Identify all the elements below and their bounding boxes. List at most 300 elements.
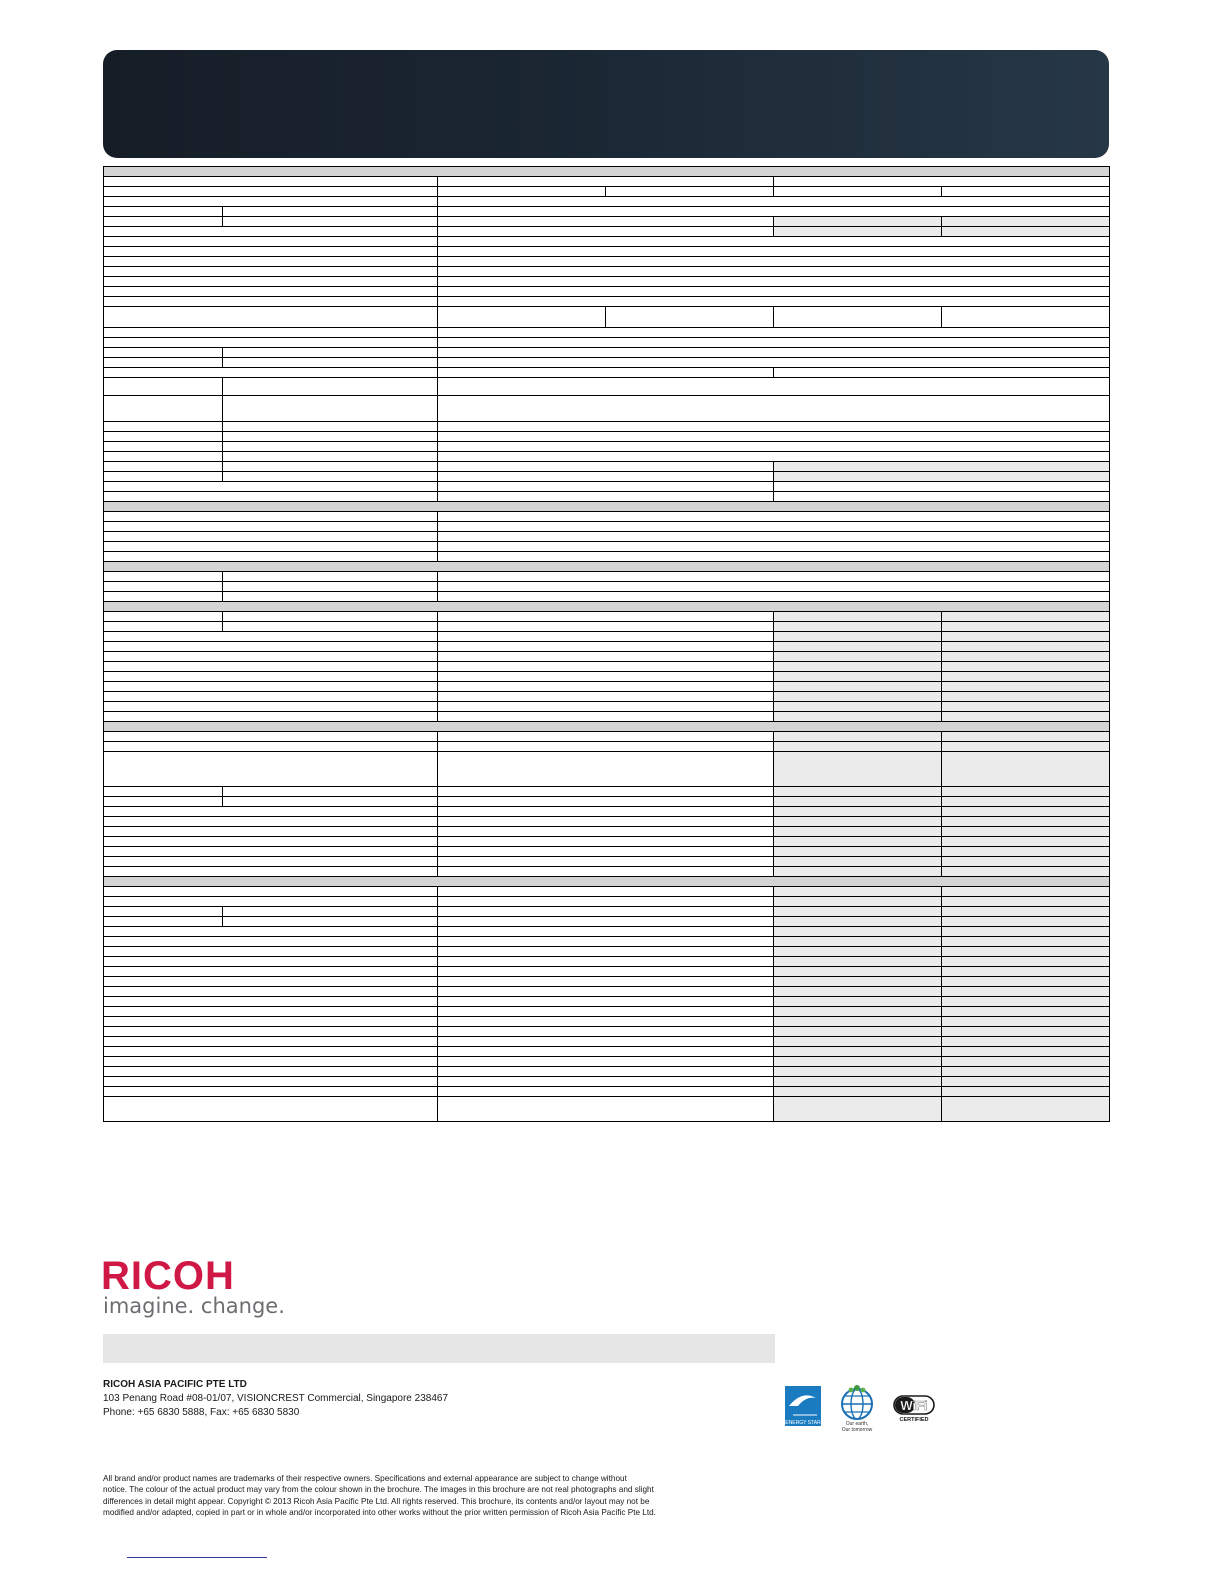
spec-cell (104, 257, 438, 267)
spec-cell (104, 472, 223, 482)
spec-cell (774, 692, 942, 702)
spec-row (104, 847, 1110, 857)
spec-cell (438, 787, 774, 797)
spec-row (104, 1007, 1110, 1017)
spec-cell (774, 462, 1110, 472)
spec-cell (104, 217, 223, 227)
spec-cell (942, 817, 1110, 827)
spec-cell (104, 177, 438, 187)
spec-cell (438, 368, 774, 378)
earth-line2: Our tomorrow (841, 1427, 873, 1432)
spec-cell (942, 1077, 1110, 1087)
spec-section-header (104, 562, 1110, 572)
spec-cell (774, 307, 942, 328)
spec-cell (104, 1017, 438, 1027)
spec-cell (438, 572, 1110, 582)
spec-cell (438, 917, 774, 927)
certification-badges (784, 1384, 944, 1432)
spec-cell (223, 452, 438, 462)
spec-cell (438, 177, 774, 187)
spec-row (104, 692, 1110, 702)
spec-cell (438, 492, 774, 502)
spec-row (104, 572, 1110, 582)
spec-cell (438, 797, 774, 807)
spec-row (104, 592, 1110, 602)
spec-row (104, 827, 1110, 837)
spec-cell (942, 742, 1110, 752)
spec-cell (942, 712, 1110, 722)
spec-cell (942, 1037, 1110, 1047)
spec-cell (438, 1047, 774, 1057)
spec-cell (104, 348, 223, 358)
spec-cell (438, 472, 774, 482)
spec-cell (774, 867, 942, 877)
spec-row (104, 857, 1110, 867)
spec-row (104, 422, 1110, 432)
spec-cell (104, 482, 438, 492)
spec-section-header (104, 877, 1110, 887)
spec-cell (104, 422, 223, 432)
globe-icon (842, 1385, 873, 1432)
spec-cell (606, 187, 774, 197)
spec-cell (104, 712, 438, 722)
spec-cell (438, 462, 774, 472)
spec-cell (104, 452, 223, 462)
spec-cell (223, 582, 438, 592)
spec-row (104, 432, 1110, 442)
spec-cell (774, 752, 942, 787)
footer-link-underline[interactable] (127, 1557, 267, 1558)
spec-cell (438, 672, 774, 682)
spec-row (104, 1027, 1110, 1037)
spec-row (104, 817, 1110, 827)
spec-cell (438, 422, 1110, 432)
spec-cell (774, 847, 942, 857)
spec-cell (438, 328, 1110, 338)
spec-cell (438, 907, 774, 917)
spec-cell (438, 712, 774, 722)
spec-row (104, 462, 1110, 472)
spec-cell (104, 742, 438, 752)
spec-cell (942, 807, 1110, 817)
spec-cell (774, 807, 942, 817)
logo-wordmark: RICOH (101, 1254, 235, 1298)
spec-row (104, 752, 1110, 787)
spec-row (104, 338, 1110, 348)
wifi-mark: WiFi (900, 1398, 928, 1413)
spec-cell (774, 702, 942, 712)
spec-row (104, 672, 1110, 682)
spec-cell (774, 177, 1110, 187)
spec-cell (942, 612, 1110, 622)
spec-cell (774, 712, 942, 722)
spec-cell (774, 642, 942, 652)
company-contact (103, 1378, 448, 1420)
wifi-icon (894, 1396, 934, 1423)
spec-cell (223, 207, 438, 217)
spec-cell (774, 1057, 942, 1067)
spec-cell (942, 752, 1110, 787)
spec-section-header (104, 722, 1110, 732)
spec-cell (774, 1037, 942, 1047)
spec-cell (104, 1047, 438, 1057)
spec-cell (104, 917, 223, 927)
spec-section-header (104, 602, 1110, 612)
spec-cell (774, 632, 942, 642)
spec-cell (104, 927, 438, 937)
spec-row (104, 632, 1110, 642)
spec-row (104, 297, 1110, 307)
spec-row (104, 177, 1110, 187)
energy-star-label: ENERGY STAR (785, 1420, 821, 1426)
spec-cell (774, 857, 942, 867)
spec-cell (774, 227, 942, 237)
spec-cell (104, 338, 438, 348)
legal-line: modified and/or adapted, copied in part or in whole and/or incorporated into other works without the prior written permission of Ricoh Asia Pacific Pte Ltd. (103, 1508, 656, 1518)
spec-row (104, 837, 1110, 847)
spec-row (104, 452, 1110, 462)
spec-cell (774, 732, 942, 742)
spec-cell (942, 1017, 1110, 1027)
spec-cell (774, 652, 942, 662)
spec-cell (942, 1057, 1110, 1067)
spec-row (104, 267, 1110, 277)
spec-cell (104, 572, 223, 582)
spec-cell (104, 247, 438, 257)
spec-cell (942, 927, 1110, 937)
spec-cell (104, 167, 1110, 177)
spec-cell (438, 692, 774, 702)
spec-cell (438, 187, 606, 197)
spec-row (104, 482, 1110, 492)
spec-cell (774, 622, 942, 632)
spec-cell (942, 847, 1110, 857)
spec-row (104, 277, 1110, 287)
spec-cell (942, 957, 1110, 967)
spec-cell (223, 612, 438, 622)
spec-cell (438, 358, 1110, 368)
spec-cell (438, 652, 774, 662)
spec-cell (942, 917, 1110, 927)
spec-cell (104, 502, 1110, 512)
spec-cell (438, 217, 774, 227)
spec-cell (942, 1027, 1110, 1037)
spec-cell (104, 847, 438, 857)
spec-cell (774, 217, 942, 227)
spec-cell (774, 987, 942, 997)
spec-cell (942, 187, 1110, 197)
spec-row (104, 287, 1110, 297)
spec-cell (104, 752, 438, 787)
header-banner (103, 50, 1109, 158)
spec-cell (438, 348, 1110, 358)
spec-cell (438, 1027, 774, 1037)
spec-section-header (104, 167, 1110, 177)
spec-row (104, 702, 1110, 712)
spec-cell (438, 807, 774, 817)
spec-cell (942, 907, 1110, 917)
spec-cell (774, 887, 942, 897)
spec-cell (438, 927, 774, 937)
spec-row (104, 977, 1110, 987)
spec-cell (223, 917, 438, 927)
spec-cell (438, 827, 774, 837)
spec-row (104, 1087, 1110, 1097)
spec-row (104, 997, 1110, 1007)
spec-row (104, 378, 1110, 396)
spec-row (104, 917, 1110, 927)
spec-cell (438, 532, 1110, 542)
spec-cell (942, 702, 1110, 712)
spec-cell (438, 662, 774, 672)
logo-tagline: imagine. change. (103, 1294, 285, 1318)
spec-cell (104, 267, 438, 277)
spec-cell (942, 682, 1110, 692)
spec-row (104, 368, 1110, 378)
spec-row (104, 642, 1110, 652)
spec-cell (104, 562, 1110, 572)
spec-cell (438, 682, 774, 692)
spec-cell (438, 732, 774, 742)
spec-cell (104, 612, 223, 622)
spec-cell (942, 947, 1110, 957)
spec-cell (438, 752, 774, 787)
spec-cell (438, 432, 1110, 442)
spec-cell (774, 1097, 942, 1122)
spec-cell (774, 1047, 942, 1057)
spec-cell (438, 897, 774, 907)
spec-cell (438, 1067, 774, 1077)
spec-cell (223, 358, 438, 368)
energy-star-icon (785, 1386, 821, 1426)
spec-cell (774, 1067, 942, 1077)
spec-cell (104, 987, 438, 997)
spec-cell (774, 672, 942, 682)
spec-cell (774, 472, 1110, 482)
spec-cell (104, 622, 223, 632)
spec-row (104, 328, 1110, 338)
spec-cell (942, 967, 1110, 977)
spec-cell (438, 837, 774, 847)
spec-cell (438, 967, 774, 977)
spec-cell (104, 997, 438, 1007)
spec-cell (774, 612, 942, 622)
spec-cell (104, 887, 438, 897)
spec-cell (942, 732, 1110, 742)
spec-cell (104, 907, 223, 917)
spec-cell (942, 622, 1110, 632)
spec-cell (606, 307, 774, 328)
spec-row (104, 247, 1110, 257)
spec-cell (223, 572, 438, 582)
spec-cell (104, 368, 438, 378)
spec-cell (104, 897, 438, 907)
spec-cell (438, 287, 1110, 297)
spec-cell (774, 827, 942, 837)
spec-cell (104, 1007, 438, 1017)
spec-cell (774, 837, 942, 847)
spec-cell (438, 197, 1110, 207)
spec-cell (104, 652, 438, 662)
spec-cell (104, 662, 438, 672)
spec-cell (438, 378, 1110, 396)
spec-cell (942, 632, 1110, 642)
spec-cell (942, 897, 1110, 907)
spec-cell (438, 887, 774, 897)
spec-cell (104, 442, 223, 452)
spec-row (104, 307, 1110, 328)
spec-cell (942, 787, 1110, 797)
spec-row (104, 787, 1110, 797)
spec-cell (104, 462, 223, 472)
spec-cell (774, 897, 942, 907)
spec-cell (774, 797, 942, 807)
spec-cell (104, 857, 438, 867)
specification-table (103, 166, 1110, 1122)
spec-cell (438, 1077, 774, 1087)
spec-cell (104, 957, 438, 967)
legal-line: notice. The colour of the actual product may vary from the colour shown in the brochure. The images in this brochure are not real photographs and slight (103, 1485, 654, 1495)
spec-cell (942, 1097, 1110, 1122)
spec-cell (438, 482, 774, 492)
spec-cell (438, 612, 774, 622)
spec-cell (438, 1017, 774, 1027)
spec-cell (774, 662, 942, 672)
spec-row (104, 237, 1110, 247)
spec-cell (438, 442, 1110, 452)
spec-cell (104, 277, 438, 287)
spec-cell (104, 787, 223, 797)
spec-cell (104, 732, 438, 742)
spec-row (104, 652, 1110, 662)
spec-row (104, 492, 1110, 502)
spec-cell (438, 632, 774, 642)
footer-grey-bar (103, 1334, 775, 1363)
spec-row (104, 867, 1110, 877)
spec-cell (942, 1087, 1110, 1097)
spec-row (104, 257, 1110, 267)
spec-cell (438, 277, 1110, 287)
spec-row (104, 742, 1110, 752)
spec-row (104, 227, 1110, 237)
spec-row (104, 662, 1110, 672)
spec-cell (438, 227, 774, 237)
spec-cell (438, 742, 774, 752)
spec-cell (438, 622, 774, 632)
spec-cell (104, 632, 438, 642)
spec-row (104, 187, 1110, 197)
spec-cell (104, 512, 438, 522)
spec-row (104, 1037, 1110, 1047)
spec-row (104, 1067, 1110, 1077)
spec-cell (942, 937, 1110, 947)
spec-cell (438, 267, 1110, 277)
spec-cell (774, 977, 942, 987)
spec-row (104, 732, 1110, 742)
spec-cell (104, 722, 1110, 732)
spec-row (104, 807, 1110, 817)
spec-cell (438, 1097, 774, 1122)
spec-cell (438, 582, 1110, 592)
spec-row (104, 897, 1110, 907)
spec-cell (104, 358, 223, 368)
spec-row (104, 1017, 1110, 1027)
company-address: 103 Penang Road #08-01/07, VISIONCREST Commercial, Singapore 238467 (103, 1393, 449, 1404)
spec-row (104, 937, 1110, 947)
spec-cell (942, 307, 1110, 328)
spec-cell (942, 987, 1110, 997)
spec-cell (438, 592, 1110, 602)
spec-cell (104, 492, 438, 502)
spec-cell (104, 702, 438, 712)
spec-cell (438, 396, 1110, 422)
spec-cell (438, 237, 1110, 247)
spec-cell (942, 857, 1110, 867)
spec-row (104, 987, 1110, 997)
spec-row (104, 967, 1110, 977)
spec-cell (774, 967, 942, 977)
spec-cell (104, 552, 438, 562)
spec-cell (104, 867, 438, 877)
spec-cell (438, 957, 774, 967)
spec-cell (223, 462, 438, 472)
spec-cell (438, 1007, 774, 1017)
spec-cell (438, 247, 1110, 257)
spec-row (104, 622, 1110, 632)
spec-cell (223, 472, 438, 482)
spec-section-header (104, 502, 1110, 512)
spec-cell (942, 652, 1110, 662)
spec-row (104, 542, 1110, 552)
spec-cell (223, 907, 438, 917)
spec-cell (223, 797, 438, 807)
spec-row (104, 1077, 1110, 1087)
spec-cell (104, 197, 438, 207)
spec-cell (223, 592, 438, 602)
spec-cell (942, 217, 1110, 227)
spec-cell (104, 432, 223, 442)
spec-row (104, 396, 1110, 422)
spec-cell (223, 432, 438, 442)
spec-row (104, 522, 1110, 532)
spec-row (104, 797, 1110, 807)
spec-cell (104, 947, 438, 957)
legal-disclaimer (103, 1473, 763, 1519)
spec-cell (104, 1077, 438, 1087)
spec-cell (104, 237, 438, 247)
spec-cell (942, 837, 1110, 847)
spec-cell (104, 837, 438, 847)
spec-row (104, 1057, 1110, 1067)
spec-cell (223, 442, 438, 452)
spec-cell (942, 797, 1110, 807)
spec-cell (438, 512, 1110, 522)
spec-cell (942, 642, 1110, 652)
spec-cell (942, 997, 1110, 1007)
spec-cell (223, 348, 438, 358)
spec-cell (438, 522, 1110, 532)
spec-cell (942, 1007, 1110, 1017)
spec-cell (774, 917, 942, 927)
spec-cell (104, 522, 438, 532)
spec-cell (104, 542, 438, 552)
spec-cell (438, 552, 1110, 562)
spec-cell (104, 532, 438, 542)
spec-cell (438, 1087, 774, 1097)
spec-cell (942, 662, 1110, 672)
spec-cell (223, 217, 438, 227)
spec-row (104, 512, 1110, 522)
